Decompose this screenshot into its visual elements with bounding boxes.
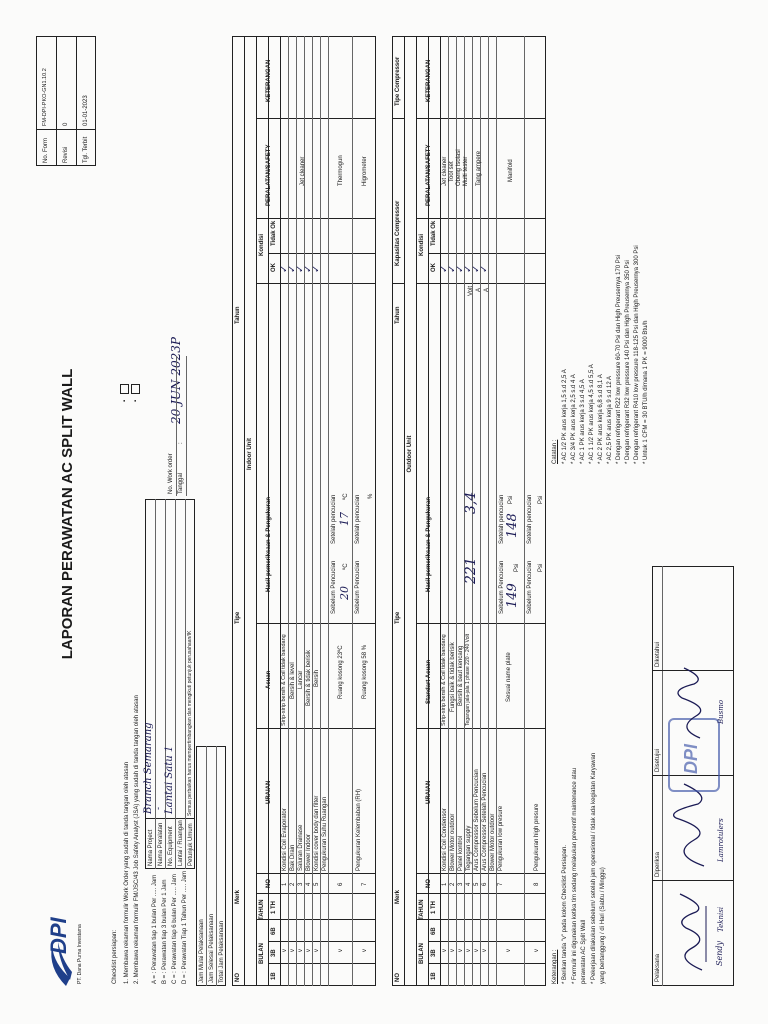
outdoor-row-7-no: 7 bbox=[498, 882, 504, 886]
outdoor-tahun-header: TAHUN bbox=[419, 899, 425, 920]
outdoor-check-mark: v bbox=[442, 949, 448, 952]
indoor-kondisi-header: Kondisi bbox=[259, 234, 265, 256]
outdoor-low-after-label: Setelah pencucian bbox=[499, 494, 505, 544]
indoor-row-3-acuan: Lancar bbox=[298, 670, 304, 689]
indoor-row-5-acuan: Bersih bbox=[314, 669, 320, 687]
outdoor-section-label: Outdoor Unit bbox=[407, 435, 413, 473]
indoor-tipe-label: Tipe bbox=[235, 611, 241, 624]
outdoor-current-value: 3,4 bbox=[463, 491, 479, 514]
period-b: B = : Perawatan tiap 3 bulan Per 1 Jam bbox=[162, 879, 168, 984]
logo-text: DPI bbox=[46, 917, 71, 954]
outdoor-ok-check-5[interactable]: ✓ bbox=[471, 264, 482, 273]
indoor-row-1-no: 1 bbox=[282, 882, 288, 886]
checklist-checkbox-2[interactable] bbox=[131, 384, 140, 394]
indoor-check-mark: v bbox=[282, 949, 288, 952]
checklist-item-2: 2. Membawa rekaman formulir FM/JSC/43 Job Safety Analyst (JSA) yang sudah di tanda tangan oleh atasan bbox=[134, 695, 140, 984]
signature-name-busmo: Busmo bbox=[717, 699, 725, 724]
indoor-temp-before-unit: ºC bbox=[343, 563, 349, 570]
outdoor-safety-3: Obeng Isolasi bbox=[456, 149, 462, 186]
outdoor-kondisi-header: Kondisi bbox=[419, 234, 425, 256]
catatan-line-6: * AC 2,5 PK arus kerja 9 s.d 12 A bbox=[607, 375, 613, 464]
outdoor-row-3-no: 3 bbox=[458, 882, 464, 886]
indoor-safety-2: Thermogun bbox=[338, 155, 344, 186]
indoor-row-5-no: 5 bbox=[314, 882, 320, 886]
outdoor-no-label: NO bbox=[395, 973, 401, 982]
indoor-temp-after-label: Setelah pencucian bbox=[331, 494, 337, 544]
indoor-tahun-label: Tahun bbox=[235, 306, 241, 324]
outdoor-ok-check-2[interactable]: ✓ bbox=[447, 264, 458, 273]
indoor-check-mark: v bbox=[362, 949, 368, 952]
signature-name-sendy: Sendy bbox=[715, 940, 724, 966]
indoor-merk-label: Merk bbox=[235, 889, 241, 904]
indoor-1b-header: 1B bbox=[271, 972, 277, 980]
indoor-ok-check-3[interactable]: ✓ bbox=[295, 264, 306, 273]
outdoor-row-7-uraian: Pengukuran low presure bbox=[498, 805, 504, 871]
revisi-label: Revisi bbox=[63, 146, 69, 163]
nama-peralatan-value: - bbox=[154, 806, 164, 810]
indoor-acuan-header: Acuan bbox=[266, 670, 272, 689]
outdoor-safety-header: PERALATAN/SAFETY bbox=[426, 144, 432, 206]
outdoor-voltage-unit: Volt bbox=[468, 285, 474, 296]
tanggal-label: Tanggal bbox=[178, 472, 184, 494]
catatan-line-2: * AC 3/4 PK arus kerja 2,5 s.d 4 A bbox=[571, 374, 577, 464]
petunjuk-umum-value: Semua perbaikan harus mempertimbangkan dan mengikuti petunjuk perusahaan/IK bbox=[187, 630, 193, 816]
catatan-heading: Catatan : bbox=[552, 439, 558, 464]
outdoor-ok-check-3[interactable]: ✓ bbox=[455, 264, 466, 273]
signature-diperiksa-icon bbox=[664, 779, 719, 874]
signature-label-disetujui: Disetujui bbox=[655, 748, 661, 772]
indoor-row-3-uraian: Saluran Drainase bbox=[298, 824, 304, 871]
outdoor-row-1-uraian: Kondisi Coil Condensor bbox=[442, 808, 448, 871]
indoor-check-mark: v bbox=[298, 949, 304, 952]
outdoor-tipe-compressor-label: Tipe Compressor bbox=[395, 56, 401, 106]
outdoor-current-unit-1: A bbox=[476, 287, 482, 292]
outdoor-row-3-acuan: Bersih & baut kencang bbox=[458, 645, 464, 706]
indoor-rh-after-label: Setelah pencucian bbox=[355, 494, 361, 544]
indoor-temp-before-label: Sebelum Pencucian bbox=[331, 560, 337, 614]
outdoor-hasil-header: Hasil pemeriksaan & Pengukuran bbox=[426, 496, 432, 592]
catatan-line-4: * AC 1 1/2 PK arus kerja 4,5 s.d 5,5 A bbox=[589, 364, 595, 464]
indoor-row-7-uraian: Pengukuran Kelembaban (RH) bbox=[356, 788, 362, 871]
indoor-section-label: Indoor Unit bbox=[247, 438, 253, 470]
outdoor-tahun-label: Tahun bbox=[395, 306, 401, 324]
checklist-item-1: 1. Membawa rekaman formulir Work Order yang sudah di tanda tangan oleh atasan bbox=[124, 761, 130, 984]
jam-mulai-label: Jam Mulai Pelaksanaan bbox=[199, 919, 205, 983]
outdoor-row-6-uraian: Arus Compressor Setelah Pencucian bbox=[482, 772, 488, 871]
lantai-ruangan-label: Lantai / Ruangan bbox=[178, 820, 184, 866]
tanggal-value: 20 JUN 2023P bbox=[169, 337, 183, 424]
signature-name-teknisi: Teknisi bbox=[717, 906, 725, 932]
outdoor-safety-1: Jet cleaner bbox=[442, 156, 448, 186]
no-equipment-value: Lantai Satu 1 bbox=[164, 745, 175, 814]
indoor-check-mark: v bbox=[314, 949, 320, 952]
keterangan-line-2: * Formulir ini digunakan ketika tim sedang melakukan preventif maintenance atau bbox=[572, 767, 578, 984]
indoor-row-4-acuan: Bersih & tidak berisik bbox=[306, 649, 312, 706]
catatan-line-5: * AC 2 PK arus kerja 6,8 s.d 8,1 A bbox=[598, 374, 604, 464]
indoor-row-1-acuan: Sirip-sirip bersih & Coil tidak bandang bbox=[281, 634, 287, 726]
outdoor-low-before-unit: Psi bbox=[514, 563, 520, 572]
catatan-line-8: * Dengan refrigerant R32 low pressure 140 Psi dan High Preusernya 350 Psi bbox=[625, 260, 631, 464]
keterangan-line-1: * Berikan tanda "v" pada kolom Checklist Persiapan. bbox=[562, 845, 568, 984]
page-title: LAPORAN PERAWATAN AC SPLIT WALL bbox=[59, 368, 76, 660]
outdoor-check-mark: v bbox=[458, 949, 464, 952]
signature-pelaksana-icon bbox=[666, 886, 716, 976]
nama-peralatan-label: Nama Peralatan bbox=[158, 822, 164, 866]
outdoor-row-4-no: 4 bbox=[466, 882, 472, 886]
indoor-hasil-header: Hasil pemeriksaan & Pengukuran bbox=[266, 496, 272, 592]
keterangan-line-5: yang bertanggung / di Hari (Sabtu / Minggu) bbox=[600, 867, 606, 984]
outdoor-high-after-unit: Psi bbox=[538, 495, 544, 504]
outdoor-check-mark: v bbox=[474, 949, 480, 952]
indoor-keterangan-header: KETERANGAN bbox=[266, 59, 272, 102]
outdoor-voltage-value: 221 bbox=[463, 557, 479, 584]
no-equipment-label: No. Equipment bbox=[168, 826, 174, 866]
outdoor-kapasitas-label: Kapasitas Compressor bbox=[395, 200, 401, 266]
outdoor-high-before-unit: Psi bbox=[538, 563, 544, 572]
indoor-row-3-no: 3 bbox=[298, 882, 304, 886]
period-c: C = : Perawatan tiap 6 bulan Per ..... Jam bbox=[172, 874, 178, 984]
outdoor-row-4-uraian: Tegangan supply bbox=[466, 825, 472, 871]
outdoor-uraian-header: URAIAN bbox=[426, 780, 432, 804]
indoor-6b-header: 6B bbox=[271, 927, 277, 935]
outdoor-row-5-uraian: Arus Compressor Sebelum Pencucian bbox=[474, 769, 480, 871]
outdoor-6b-header: 6B bbox=[431, 927, 437, 935]
outdoor-row-1-no: 1 bbox=[442, 882, 448, 886]
indoor-uraian-header: URAIAN bbox=[266, 780, 272, 804]
checklist-checkbox-1[interactable] bbox=[120, 384, 129, 394]
indoor-no-label: NO bbox=[235, 973, 241, 982]
checkbox-bullet-2: ▪ bbox=[133, 399, 139, 402]
indoor-check-mark: v bbox=[306, 949, 312, 952]
outdoor-keterangan-header: KETERANGAN bbox=[426, 59, 432, 102]
indoor-row-6a-uraian: Pengukuran Suhu Ruangan bbox=[322, 796, 328, 871]
indoor-safety-header: PERALATAN/SAFETY bbox=[266, 144, 272, 206]
signature-disetujui-icon bbox=[666, 664, 716, 744]
outdoor-current-unit-2: A bbox=[484, 287, 490, 292]
outdoor-row-3-uraian: Panel kontrol bbox=[458, 835, 464, 871]
outdoor-low-before-value: 149 bbox=[505, 583, 520, 608]
outdoor-tidak-ok-header: Tidak Ok bbox=[431, 220, 437, 246]
period-a: A = : Perawatan tiap 1 bulan Per ..... Jam bbox=[152, 874, 158, 984]
indoor-1th-header: 1 TH bbox=[271, 900, 277, 914]
stamp-logo-text: DPI bbox=[681, 743, 701, 774]
indoor-row-7-no: 7 bbox=[362, 882, 368, 886]
outdoor-row-5-no: 5 bbox=[474, 882, 480, 886]
outdoor-low-after-unit: Psi bbox=[508, 495, 514, 504]
keterangan-heading: Keterangan : bbox=[552, 949, 558, 984]
outdoor-row-7-acuan: Sesuai name plate bbox=[506, 652, 512, 702]
outdoor-safety-5: Tang ampere bbox=[476, 150, 482, 186]
checkbox-bullet-1: ▪ bbox=[122, 399, 128, 402]
outdoor-row-1-acuan: Sirip-sirip bersih & Coil tidak bandang bbox=[441, 634, 447, 726]
outdoor-row-4-acuan: Tegangan jala-jala 1 phase 220 - 240 Volt bbox=[465, 633, 471, 726]
signature-label-diperiksa: Diperiksa bbox=[655, 851, 661, 877]
indoor-temp-after-unit: ºC bbox=[343, 493, 349, 500]
indoor-row-1-uraian: Kondisi Coil Evaporator bbox=[282, 808, 288, 871]
indoor-3b-header: 3B bbox=[271, 949, 277, 957]
tgl-terbit-value: 01-01-2023 bbox=[83, 95, 89, 126]
outdoor-3b-header: 3B bbox=[431, 949, 437, 957]
indoor-check-mark: v bbox=[290, 949, 296, 952]
outdoor-1th-header: 1 TH bbox=[431, 900, 437, 914]
outdoor-row-2-acuan: Fungsi baik & tidak berisik bbox=[450, 642, 456, 712]
outdoor-row-2-uraian: Blower Motor outdoor bbox=[450, 813, 456, 871]
catatan-line-9: * Dengan refrigerant R410 low pressure 118-125 Psi dan High Preusernya 300 Psi bbox=[634, 245, 640, 464]
outdoor-1b-header: 1B bbox=[431, 972, 437, 980]
outdoor-ok-check-4[interactable]: ✓ bbox=[463, 264, 474, 273]
indoor-safety-3: Higrometer bbox=[362, 156, 368, 186]
indoor-ok-check-2[interactable]: ✓ bbox=[287, 264, 298, 273]
indoor-row-2-no: 2 bbox=[290, 882, 296, 886]
indoor-bulan-header: BULAN bbox=[259, 943, 265, 964]
signature-name-lamrotulers: Lamrotulers bbox=[717, 818, 725, 862]
outdoor-ok-check-6[interactable]: ✓ bbox=[479, 264, 490, 273]
outdoor-merk-label: Merk bbox=[395, 889, 401, 904]
company-logo bbox=[44, 908, 74, 988]
no-form-label: No. Form bbox=[43, 137, 49, 163]
indoor-rh-before-label: Sebelum Pencucian bbox=[355, 560, 361, 614]
indoor-row-2-uraian: Bak Drain bbox=[290, 844, 296, 871]
outdoor-row-2-no: 2 bbox=[450, 882, 456, 886]
signature-label-pelaksana: Pelaksana bbox=[655, 953, 661, 982]
indoor-tidak-ok-header: Tidak Ok bbox=[271, 220, 277, 246]
indoor-row-7-acuan: Ruang kosong 58 % bbox=[362, 644, 368, 699]
outdoor-tipe-label: Tipe bbox=[395, 611, 401, 624]
outdoor-ok-header: OK bbox=[431, 263, 437, 272]
outdoor-low-before-label: Sebelum Pencucian bbox=[499, 560, 505, 614]
indoor-row-2-acuan: Bersih & level bbox=[290, 662, 296, 699]
indoor-temp-after-value: 17 bbox=[338, 512, 351, 526]
outdoor-check-mark: v bbox=[506, 949, 512, 952]
indoor-rh-unit: % bbox=[368, 493, 374, 499]
revisi-value: 0 bbox=[63, 122, 69, 126]
indoor-row-4-uraian: Blower Indoor bbox=[306, 833, 312, 871]
indoor-temp-before-value: 20 bbox=[338, 586, 351, 600]
outdoor-check-mark: v bbox=[482, 949, 488, 952]
catatan-line-7: * Dengan refrigerant R22 low pressure 60-70 Psi dan High Preusernya 170 Psi bbox=[616, 254, 622, 464]
outdoor-no-header: NO bbox=[426, 879, 432, 888]
outdoor-safety-2: Tool set bbox=[449, 161, 455, 182]
catatan-line-3: * AC 1 PK arus kerja 3 s.d 4,5 A bbox=[580, 379, 586, 464]
indoor-row-6-acuan: Ruang kosong 23ºC bbox=[338, 645, 344, 699]
petunjuk-umum-label: Petunjuk Umum bbox=[188, 823, 194, 866]
nama-project-value: Branch Semarang bbox=[143, 722, 154, 814]
outdoor-low-after-value: 148 bbox=[505, 513, 520, 538]
indoor-ok-check-4[interactable]: ✓ bbox=[303, 264, 314, 273]
checklist-heading: Checklist persiapan: bbox=[112, 929, 118, 984]
nama-project-label: Nama Project bbox=[148, 829, 154, 866]
outdoor-acuan-header: Standart Acuan bbox=[426, 659, 432, 704]
outdoor-row-6b-uraian: Blower Motor outdoor bbox=[490, 813, 496, 871]
outdoor-ok-check-1[interactable]: ✓ bbox=[439, 264, 450, 273]
jam-selesai-label: Jam Selesai Pelaksanaan bbox=[209, 913, 215, 983]
outdoor-row-8-uraian: Pengukuran high presure bbox=[534, 803, 540, 871]
indoor-tahun-header: TAHUN bbox=[259, 899, 265, 920]
outdoor-high-after-label: Setelah pencucian bbox=[527, 494, 533, 544]
signature-label-diketahui: Diketahui bbox=[655, 641, 661, 667]
work-order-label: No. Work order bbox=[168, 453, 174, 494]
outdoor-safety-6: Manifold bbox=[508, 159, 514, 182]
indoor-ok-check-5[interactable]: ✓ bbox=[311, 264, 322, 273]
outdoor-check-mark: v bbox=[534, 949, 540, 952]
total-jam-label: Total Jam Pelaksanaan bbox=[219, 920, 225, 983]
company-name: PT. Dana Purna Investama bbox=[77, 924, 83, 984]
rotated-form-sheet: DPI PT. Dana Purna Investama LAPORAN PERAWATAN AC SPLIT WALL No. Form FM-DPI-PKO-GN1.10.2 Revisi 0 Tgl. Terbit 01-01-2023 Checklist persiapan: 1. Membawa rekaman formulir Work Order yang sudah di tanda tangan oleh atasan 2. Membawa rekaman formulir FM/JSC/43 Job Safety Analyst (JSA) yang sudah di tanda tangan oleh atasan ▪ ▪ A = : Perawatan tiap 1 bulan Per ..... Jam B = : Perawatan tiap 3 bulan Per 1 Jam C = : Perawatan tiap 6 bulan Per ..... Jam D = : Perawatan Tiap 1 Tahun Per ..... Jam Nama Project Nama Peralatan No. Equipment Lantai / Ruangan Petunjuk Umum Branch Semarang - Lantai Satu 1 Semua perbaikan harus mempertimbangkan dan mengikuti petunjuk perusahaan/IK No. Work order Tanggal : 20 JUN 2023P Jam Mulai Pelaksanaan Jam Selesai Pelaksanaan Total Jam Pelaksanaan NO Merk Tipe Tahun Indoor Unit BULAN TAHUN 1B 3B 6B 1 TH NO URAIAN Acuan Hasil pemeriksaan & Pengukuran Kondisi OK Tidak Ok PERALATAN/SAFETY KETERANGAN 1 Kondisi Coil Evaporator Sirip-sirip bersih & Coil tidak bandang 2 Bak Drain Bersih & level 3 Saluran Drainase Lancar 4 Blower Indoor Bersih & tidak berisik 5 Kondisi cover body dan filter Bersih Pengukuran Suhu Ruangan 6 Ruang kosong 23ºC 7 Pengukuran Kelembaban (RH) Ruang kosong 58 % v v v v v v v Sebelum Pencucian Setelah pencucian 20 ºC 17 ºC Sebelum Pencucian Setelah pencucian % ✓ ✓ ✓ ✓ ✓ Jet cleaner Thermogun Higrometer NO Merk Tipe Tahun Kapasitas Compressor Tipe Compressor Outdoor Unit BULAN TAHUN 1B 3B 6B 1 TH NO URAIAN Standart Acuan Hasil pemeriksaan & Pengukuran Kondisi OK Tidak Ok PERALATAN/SAFETY KETERANGAN 1 Kondisi Coil Condensor Sirip-sirip bersih & Coil tidak bandang 2 Blower Motor outdoor Fungsi baik & tidak berisik 3 Panel kontrol Bersih & baut kencang 4 Tegangan supply Tegangan jala-jala 1 phase 220 - 240 Volt 5 Arus Compressor Sebelum Pencucian 6 Arus Compressor Setelah Pencucian Blower Motor outdoor 7 Pengukuran low presure Sesuai name plate 8 Pengukuran high presure v v v v v v v v 221 Volt 3,4 A A Sebelum Pencucian Setelah pencucian 149 Psi 148 Psi Sebelum Pencucian Setelah pencucian Psi Psi ✓ ✓ ✓ ✓ ✓ ✓ Jet cleaner Tool set Obeng Isolasi Multi tester Tang ampere Manifold Keterangan : * Berikan tanda "v" pada kolom Checklist Persiapan. * Formulir ini digunakan ketika tim sedang melakukan preventif maintenance atau perawatan AC Split Wall * Pekerjaan dilakukan sebelum/ setelah jam operasional / tidak ada kegiatan Karyawan yang bertanggung / di Hari (Sabtu / Minggu) Catatan : * AC 1/2 PK arus kerja 1,5 s.d 2,5 A * AC 3/4 PK arus kerja 2,5 s.d 4 A * AC 1 PK arus kerja 3 s.d 4,5 A * AC 1 1/2 PK arus kerja 4,5 s.d 5,5 A * AC 2 PK arus kerja 6,8 s.d 8,1 A * AC 2,5 PK arus kerja 9 s.d 12 A * Dengan refrigerant R22 low pressure 60-70 Psi dan High Preusernya 170 Psi * Dengan refrigerant R32 low pressure 140 Psi dan High Preusernya 350 Psi * Dengan refrigerant R410 low pressure 118-125 Psi dan High Preusernya 300 Psi * Untuk 1 CFM = 30 BTU/h dimana 1 PK = 9000 Btu/h Pelaksana Diperiksa Disetujui Diketahui Sendy Teknisi Lamrotulers DPI Busmo bbox=[0, 0, 768, 1024]
outdoor-bulan-header: BULAN bbox=[419, 943, 425, 964]
indoor-no-header: NO bbox=[266, 879, 272, 888]
catatan-line-1: * AC 1/2 PK arus kerja 1,5 s.d 2,5 A bbox=[562, 369, 568, 464]
outdoor-high-before-label: Sebelum Pencucian bbox=[527, 560, 533, 614]
indoor-row-4-no: 4 bbox=[306, 882, 312, 886]
outdoor-check-mark: v bbox=[450, 949, 456, 952]
period-d: D = : Perawatan Tiap 1 Tahun Per ..... Jam bbox=[182, 870, 188, 984]
indoor-ok-check-1[interactable]: ✓ bbox=[279, 264, 290, 273]
outdoor-row-6-no: 6 bbox=[482, 882, 488, 886]
catatan-line-10: * Untuk 1 CFM = 30 BTU/h dimana 1 PK = 9000 Btu/h bbox=[643, 320, 649, 464]
keterangan-line-3: perawatan AC Split Wall bbox=[581, 919, 587, 984]
outdoor-row-8-no: 8 bbox=[534, 882, 540, 886]
indoor-row-5-uraian: Kondisi cover body dan filter bbox=[314, 795, 320, 871]
indoor-ok-header: OK bbox=[271, 263, 277, 272]
no-form-value: FM-DPI-PKO-GN1.10.2 bbox=[42, 68, 48, 126]
outdoor-check-mark: v bbox=[466, 949, 472, 952]
indoor-safety-1: Jet cleaner bbox=[300, 156, 306, 186]
keterangan-line-4: * Pekerjaan dilakukan sebelum/ setelah jam operasional / tidak ada kegiatan Karyawan bbox=[591, 752, 597, 984]
tgl-terbit-label: Tgl. Terbit bbox=[83, 136, 89, 163]
outdoor-safety-4: Multi tester bbox=[463, 156, 469, 186]
indoor-row-6-no: 6 bbox=[338, 882, 344, 886]
indoor-check-mark: v bbox=[338, 949, 344, 952]
